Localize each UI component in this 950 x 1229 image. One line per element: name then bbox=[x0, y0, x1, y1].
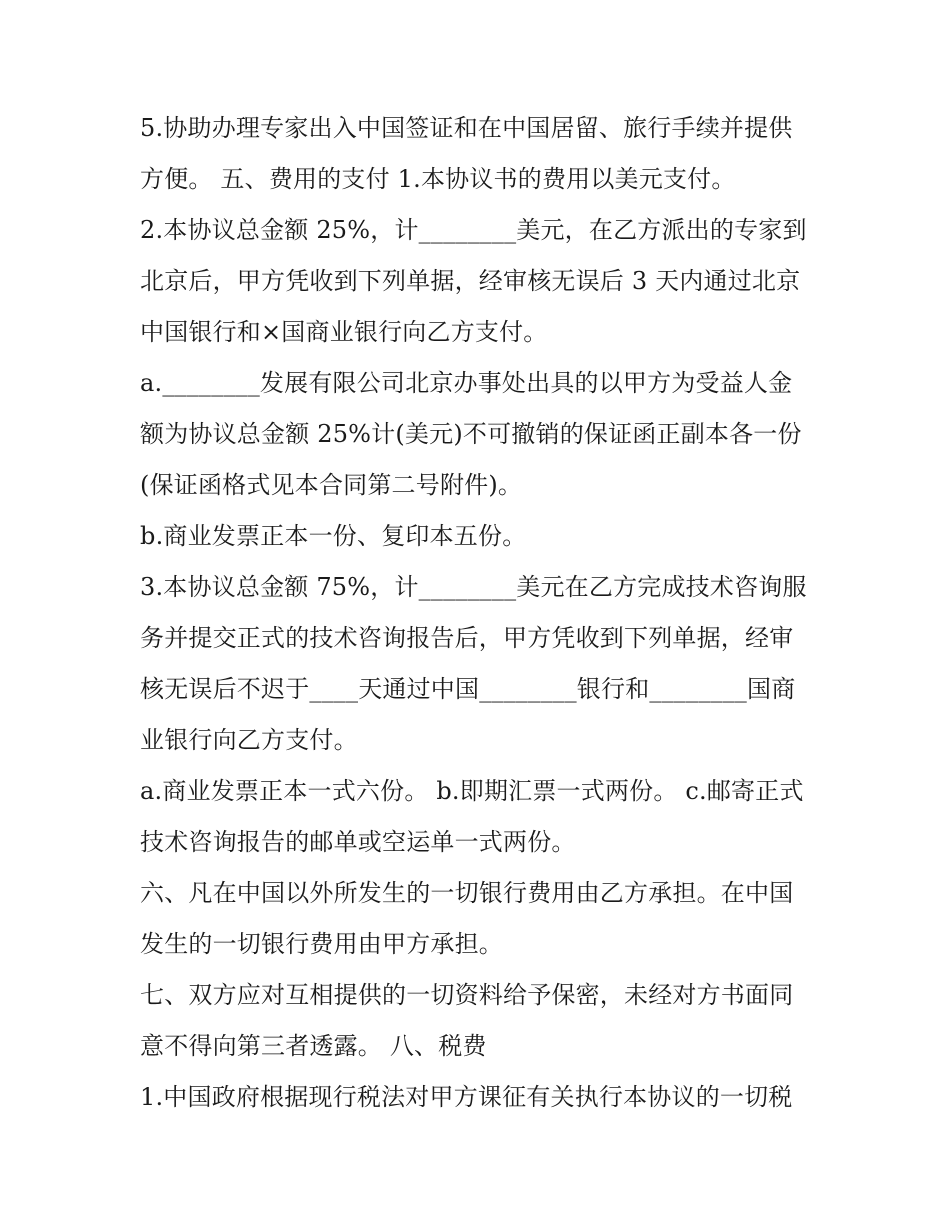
text-line: 核无误后不迟于____天通过中国________银行和________国商 bbox=[140, 675, 796, 703]
text-line: 发生的一切银行费用由甲方承担。 bbox=[140, 930, 503, 958]
text-line: 5.协助办理专家出入中国签证和在中国居留、旅行手续并提供 bbox=[140, 114, 793, 142]
text-line: b.商业发票正本一份、复印本五份。 bbox=[140, 522, 527, 550]
text-line: 3.本协议总金额 75%，计________美元在乙方完成技术咨询服 bbox=[140, 573, 807, 601]
text-line: (保证函格式见本合同第二号附件)。 bbox=[140, 471, 523, 499]
text-line: 六、凡在中国以外所发生的一切银行费用由乙方承担。在中国 bbox=[140, 879, 794, 907]
text-line: 技术咨询报告的邮单或空运单一式两份。 bbox=[140, 828, 576, 856]
text-line: 务并提交正式的技术咨询报告后，甲方凭收到下列单据，经审 bbox=[140, 624, 794, 652]
text-line: 北京后，甲方凭收到下列单据，经审核无误后 3 天内通过北京 bbox=[140, 267, 801, 295]
text-line: a.________发展有限公司北京办事处出具的以甲方为受益人金 bbox=[140, 369, 793, 397]
text-line: 方便。 五、费用的支付 1.本协议书的费用以美元支付。 bbox=[140, 165, 736, 193]
text-line: 七、双方应对互相提供的一切资料给予保密，未经对方书面同 bbox=[140, 981, 794, 1009]
text-line: 业银行向乙方支付。 bbox=[140, 726, 358, 754]
text-line: 意不得向第三者透露。 八、税费 bbox=[140, 1032, 487, 1060]
text-line: 额为协议总金额 25%计(美元)不可撤销的保证函正副本各一份 bbox=[140, 420, 802, 448]
text-line: 1.中国政府根据现行税法对甲方课征有关执行本协议的一切税 bbox=[140, 1083, 793, 1111]
contract-text bbox=[140, 103, 820, 1123]
text-line: a.商业发票正本一式六份。 b.即期汇票一式两份。 c.邮寄正式 bbox=[140, 777, 804, 805]
text-line: 2.本协议总金额 25%，计________美元，在乙方派出的专家到 bbox=[140, 216, 807, 244]
text-line: 中国银行和×国商业银行向乙方支付。 bbox=[140, 318, 548, 346]
